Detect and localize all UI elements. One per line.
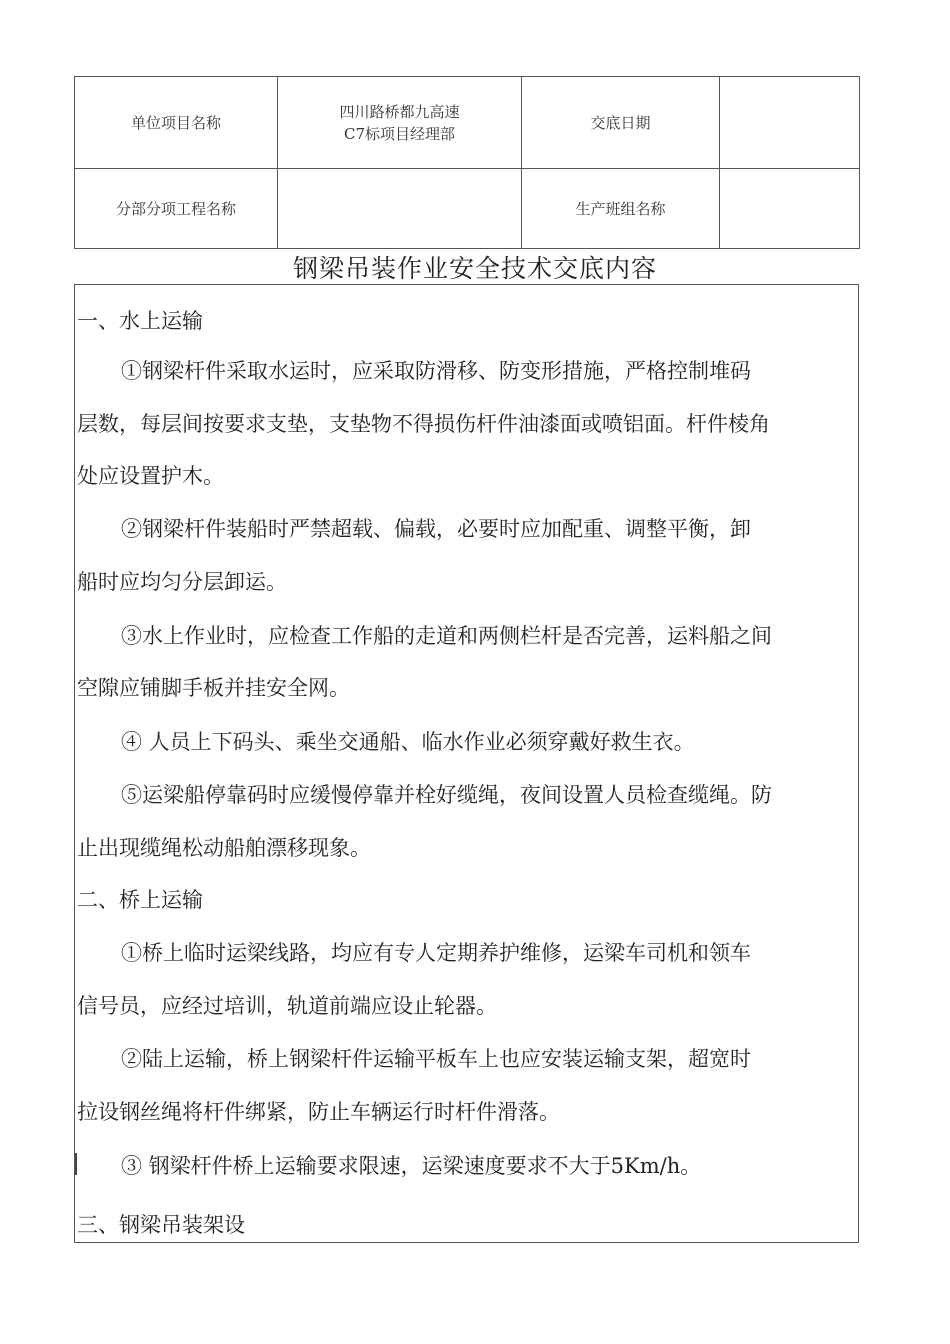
unit-project-value-line2: C7标项目经理部	[343, 124, 456, 143]
paragraph-line: ③水上作业时，应检查工作船的走道和两侧栏杆是否完善，运料船之间	[121, 624, 772, 648]
document-title: 钢梁吊装作业安全技术交底内容	[292, 254, 657, 283]
header-row	[75, 77, 860, 169]
paragraph-line: 处应设置护木。	[77, 464, 224, 488]
paragraph-line: 船时应均匀分层卸运。	[77, 570, 287, 594]
header-row	[75, 169, 860, 249]
section-heading: 一、水上运输	[77, 309, 203, 333]
section-heading: 二、桥上运输	[77, 888, 203, 912]
paragraph-line: ①钢梁杆件采取水运时，应采取防滑移、防变形措施，严格控制堆码	[121, 359, 751, 383]
team-value	[720, 169, 860, 249]
section-heading: 三、钢梁吊装架设	[77, 1213, 245, 1237]
unit-project-value-line1: 四川路桥都九高速	[339, 102, 460, 121]
header-table	[74, 76, 860, 249]
paragraph-line: ③ 钢梁杆件桥上运输要求限速，运梁速度要求不大于5Km/h。	[121, 1154, 702, 1178]
paragraph-line: 信号员，应经过培训，轨道前端应设止轮器。	[77, 994, 497, 1018]
paragraph-line: ④ 人员上下码头、乘坐交通船、临水作业必须穿戴好救生衣。	[121, 730, 695, 754]
paragraph-line: ②陆上运输，桥上钢梁杆件运输平板车上也应安装运输支架，超宽时	[121, 1047, 751, 1071]
margin-mark	[75, 1153, 77, 1175]
date-label: 交底日期	[522, 77, 720, 169]
paragraph-line: 层数，每层间按要求支垫，支垫物不得损伤杆件油漆面或喷铝面。杆件棱角	[77, 412, 770, 436]
paragraph-line: ①桥上临时运梁线路，均应有专人定期养护维修，运梁车司机和领车	[121, 941, 751, 965]
unit-project-value	[278, 77, 522, 169]
paragraph-line: 止出现缆绳松动船舶漂移现象。	[77, 836, 371, 860]
subitem-value	[278, 169, 522, 249]
subitem-label: 分部分项工程名称	[75, 169, 278, 249]
paragraph-line: ⑤运梁船停靠码时应缓慢停靠并栓好缆绳，夜间设置人员检查缆绳。防	[121, 783, 772, 807]
team-label: 生产班组名称	[522, 169, 720, 249]
paragraph-line: 拉设钢丝绳将杆件绑紧，防止车辆运行时杆件滑落。	[77, 1100, 560, 1124]
paragraph-line: 空隙应铺脚手板并挂安全网。	[77, 676, 350, 700]
content-box	[74, 284, 859, 1243]
paragraph-line: ②钢梁杆件装船时严禁超载、偏载，必要时应加配重、调整平衡，卸	[121, 517, 751, 541]
unit-project-label: 单位项目名称	[75, 77, 278, 169]
date-value	[720, 77, 860, 169]
